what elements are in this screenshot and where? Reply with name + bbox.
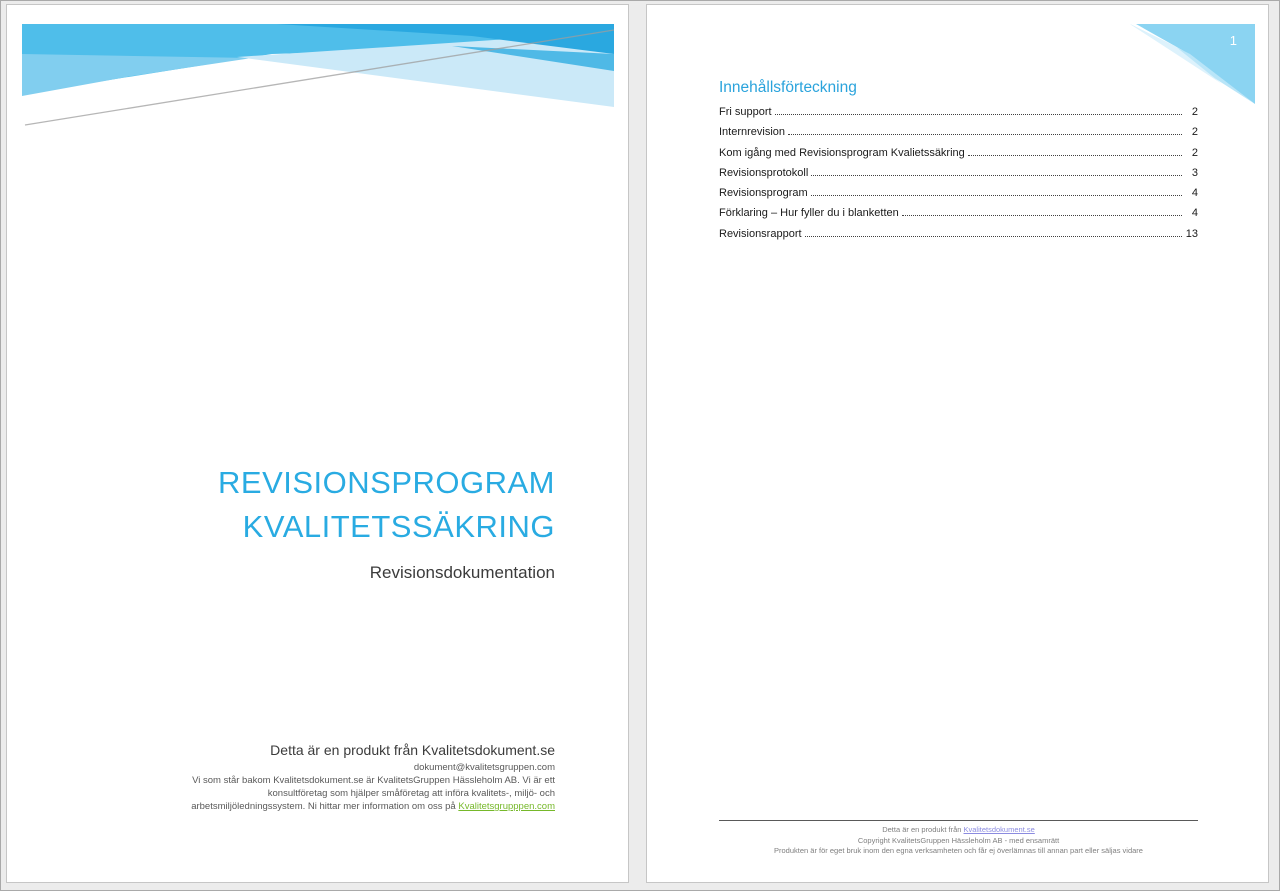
footer-divider — [719, 820, 1198, 821]
cover-page — [6, 4, 629, 883]
cover-about-line-3 — [95, 800, 555, 813]
kvalitetsdokument-link[interactable]: Kvalitetsdokument.se — [963, 825, 1035, 834]
toc-leader-dots — [811, 195, 1182, 196]
cover-title-line-2: KVALITETSSÄKRING — [242, 509, 555, 544]
cover-product-line: Detta är en produkt från Kvalitetsdokument.se — [270, 742, 555, 758]
toc-entry-label: Kom igång med Revisionsprogram Kvalietssäkring — [719, 146, 965, 159]
toc-leader-dots — [788, 134, 1182, 135]
toc-entry-page-number: 2 — [1191, 106, 1198, 118]
page-number: 1 — [1229, 33, 1237, 48]
cover-banner-decoration — [22, 24, 614, 130]
banner-shapes-graphic — [22, 24, 614, 130]
cover-footer-block — [95, 742, 555, 813]
toc-leader-dots — [968, 155, 1182, 156]
toc-entry-label: Revisionsprogram — [719, 187, 808, 200]
toc-leader-dots — [811, 175, 1182, 176]
cover-about-line-2: konsultföretag som hjälper småföretag att införa kvalitets-, miljö- och — [267, 788, 555, 799]
toc-entry-label: Revisionsprotokoll — [719, 166, 809, 179]
kvalitetsgruppen-link[interactable]: Kvalitetsgrupppen.com — [458, 801, 555, 812]
cover-about-line-3-text: arbetsmiljöledningssystem. Ni hittar mer information om oss på — [191, 801, 459, 812]
toc-entry[interactable] — [719, 106, 1198, 126]
toc-entry-label: Revisionsrapport — [719, 227, 802, 240]
toc-leader-dots — [805, 236, 1182, 237]
toc-entry-page-number: 13 — [1185, 227, 1198, 240]
footer-product-text: Detta är en produkt från — [882, 825, 964, 834]
cover-title-line-1: REVISIONSPROGRAM — [218, 465, 555, 500]
toc-entry[interactable] — [719, 126, 1198, 146]
footer-copyright-line: Copyright KvalitetsGruppen Hässleholm AB - med ensamrätt — [857, 835, 1060, 845]
footer-usage-line: Produkten är för eget bruk inom den egna verksamheten och får ej överlämnas till annan part eller säljas vidare — [774, 846, 1143, 855]
toc-entry[interactable] — [719, 147, 1198, 167]
toc-entry[interactable] — [719, 187, 1198, 207]
toc-entry-label: Förklaring – Hur fyller du i blanketten — [719, 207, 899, 220]
toc-leader-dots — [775, 114, 1182, 115]
cover-about-line-1: Vi som står bakom Kvalitetsdokument.se är KvalitetsGruppen Hässleholm AB. Vi är ett — [192, 775, 555, 786]
page-footer — [719, 820, 1198, 857]
toc-leader-dots — [902, 215, 1182, 216]
cover-title-block — [218, 461, 555, 583]
toc-entry-page-number: 2 — [1191, 146, 1198, 159]
footer-product-line — [719, 825, 1198, 836]
cover-subtitle: Revisionsdokumentation — [369, 563, 555, 582]
toc-list — [719, 106, 1198, 248]
toc-entry-page-number: 3 — [1191, 166, 1198, 179]
toc-entry-page-number: 2 — [1191, 126, 1198, 139]
toc-entry-label: Fri support — [719, 106, 772, 118]
cover-email: dokument@kvalitetsgruppen.com — [413, 762, 555, 773]
toc-entry-page-number: 4 — [1191, 187, 1198, 200]
table-of-contents — [719, 79, 1198, 248]
toc-entry-page-number: 4 — [1191, 207, 1198, 220]
toc-heading: Innehållsförteckning — [719, 79, 857, 96]
toc-entry[interactable] — [719, 228, 1198, 248]
toc-entry[interactable] — [719, 207, 1198, 227]
toc-page — [646, 4, 1269, 883]
toc-entry[interactable] — [719, 167, 1198, 187]
toc-entry-label: Internrevision — [719, 126, 786, 139]
